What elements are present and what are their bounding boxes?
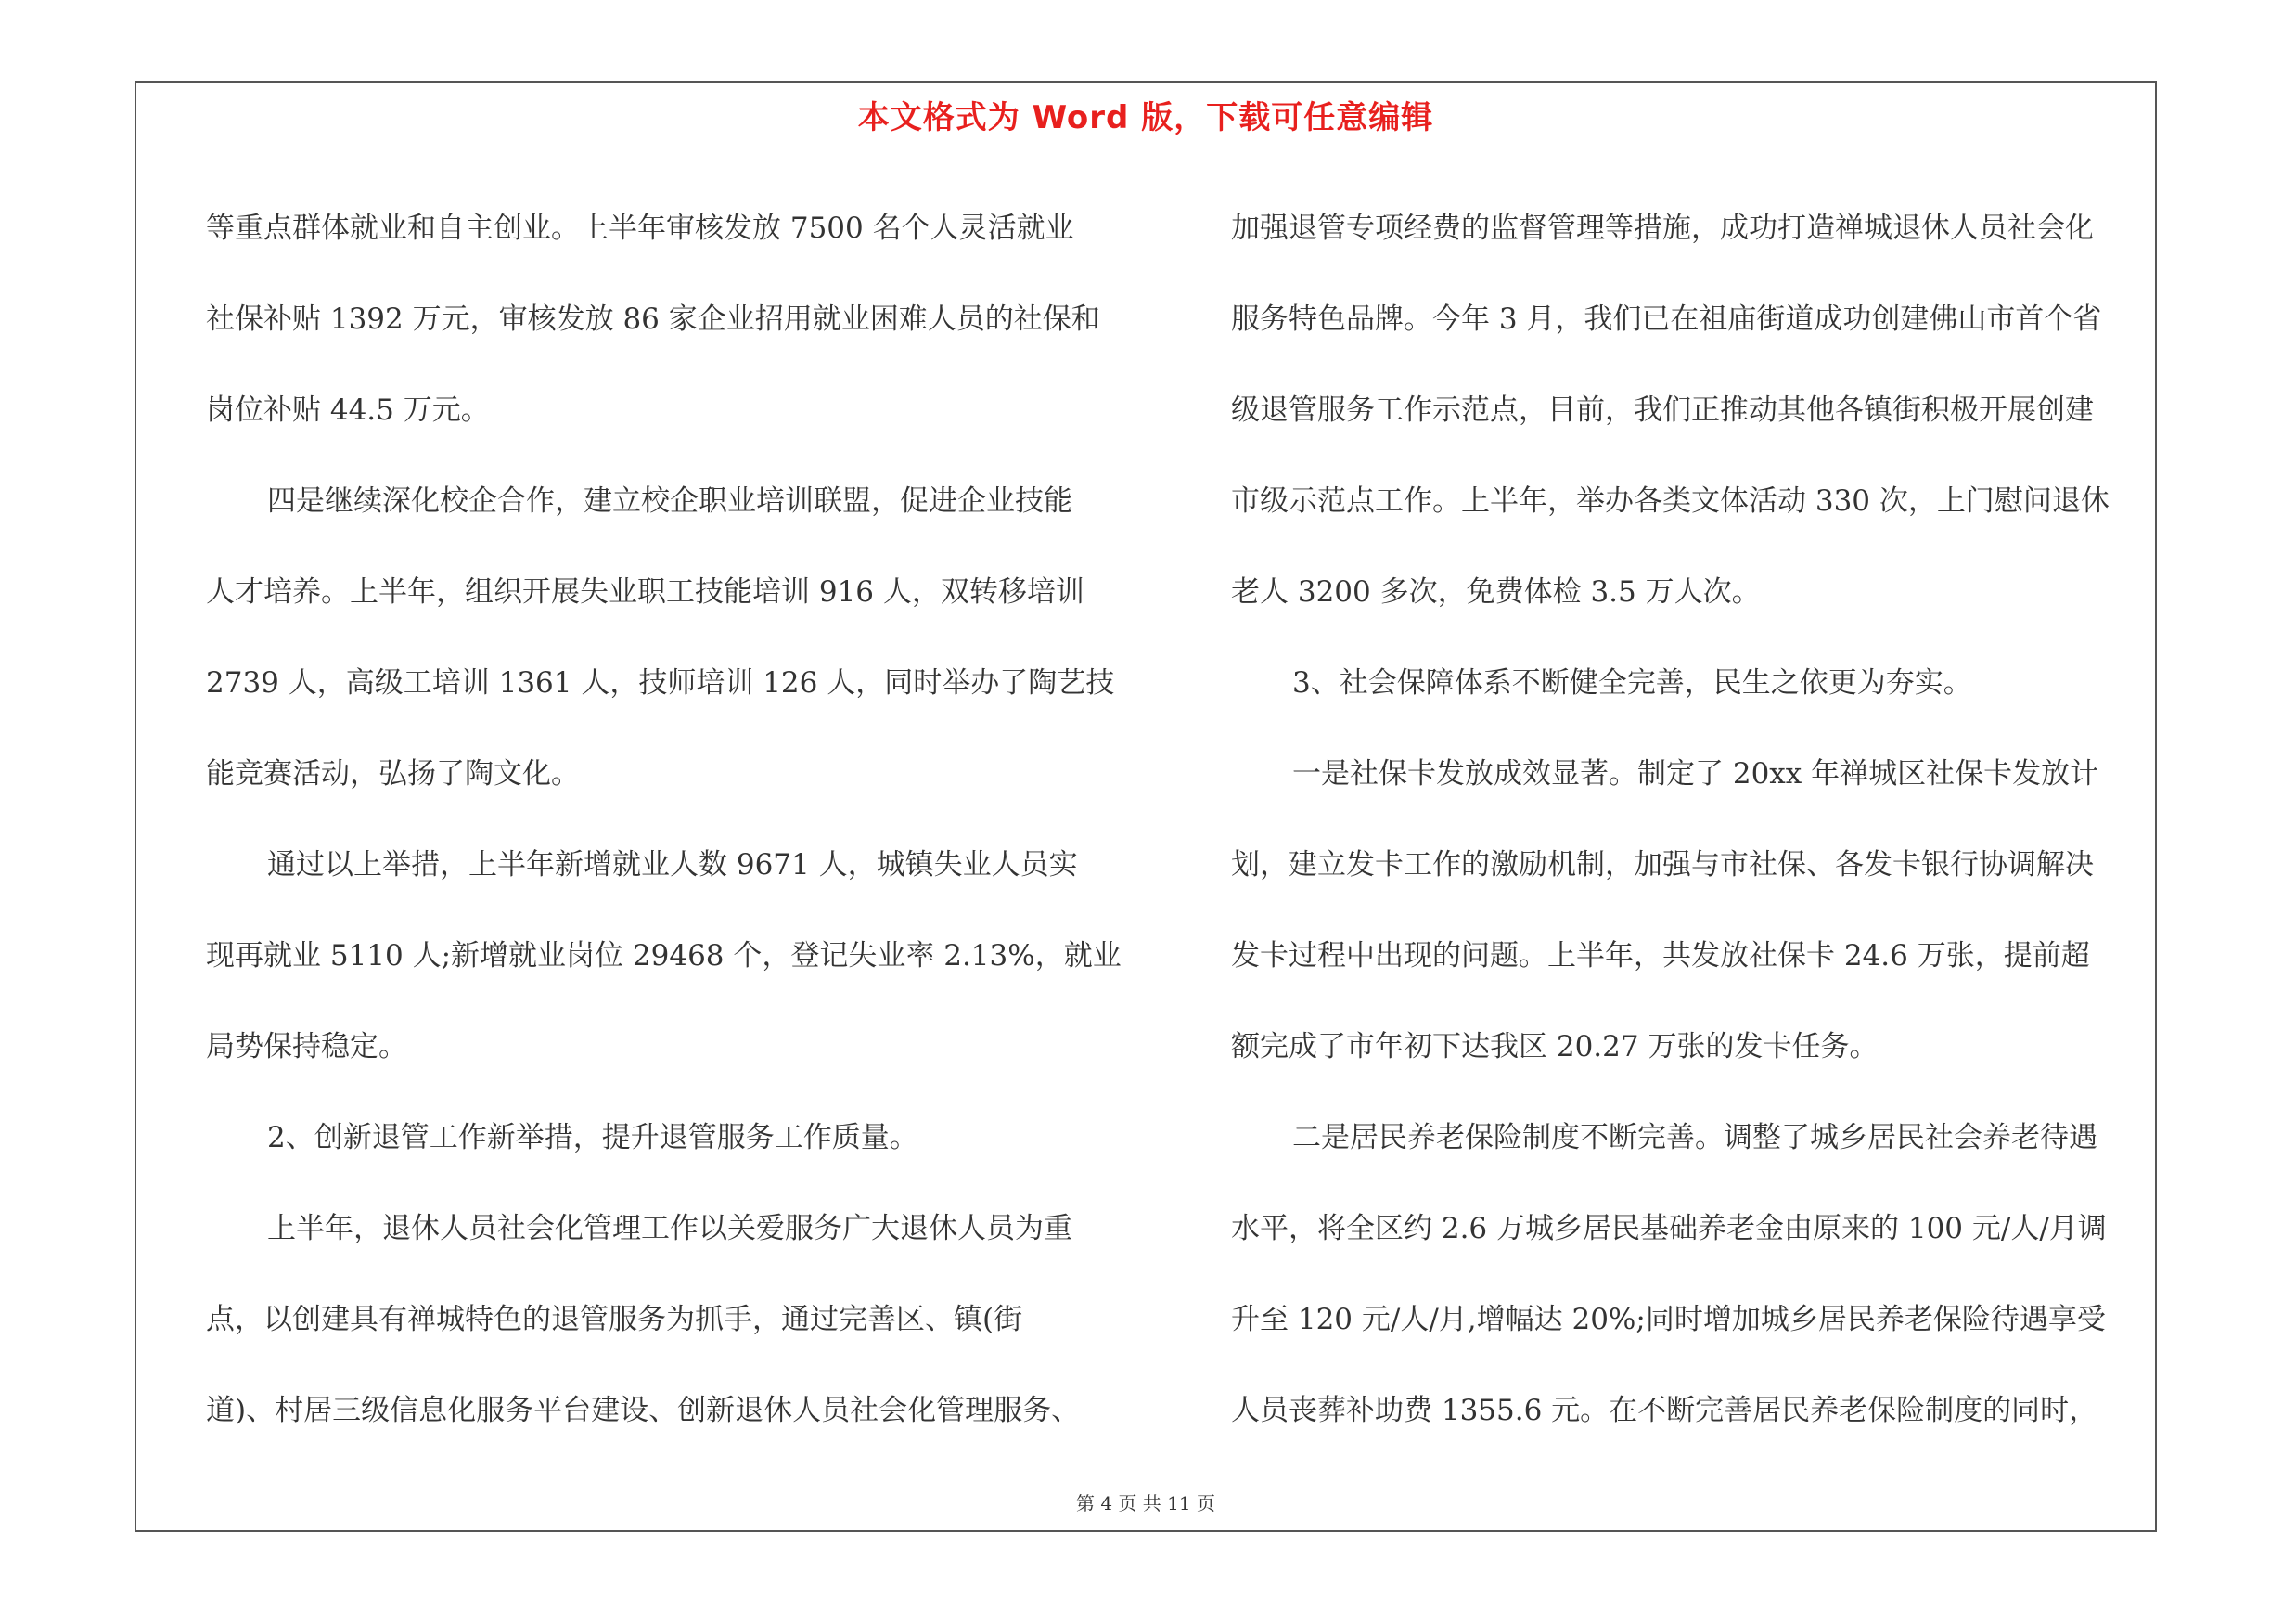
text-line: 岗位补贴 44.5 万元。	[206, 393, 490, 427]
document-page	[135, 81, 2157, 1532]
text-line: 局势保持稳定。	[206, 1030, 407, 1063]
text-line: 社保补贴 1392 万元，审核发放 86 家企业招用就业困难人员的社保和	[206, 303, 1100, 336]
text-line: 老人 3200 多次，免费体检 3.5 万人次。	[1231, 575, 1761, 609]
text-line: 服务特色品牌。今年 3 月，我们已在祖庙街道成功创建佛山市首个省	[1231, 303, 2102, 336]
section-heading-line: 2、创新退管工作新举措，提升退管服务工作质量。	[267, 1121, 918, 1154]
paragraph-start-line: 通过以上举措，上半年新增就业人数 9671 人，城镇失业人员实	[267, 848, 1078, 882]
word-format-banner: 本文格式为 Word 版，下载可任意编辑	[857, 99, 1434, 136]
text-line: 额完成了市年初下达我区 20.27 万张的发卡任务。	[1231, 1030, 1879, 1063]
text-line: 现再就业 5110 人;新增就业岗位 29468 个，登记失业率 2.13%，就业	[206, 939, 1122, 973]
text-line: 能竞赛活动，弘扬了陶文化。	[206, 757, 580, 791]
paragraph-start-line: 上半年，退休人员社会化管理工作以关爱服务广大退休人员为重	[267, 1212, 1072, 1245]
text-line: 道)、村居三级信息化服务平台建设、创新退休人员社会化管理服务、	[206, 1394, 1081, 1427]
text-line: 人才培养。上半年，组织开展失业职工技能培训 916 人，双转移培训	[206, 575, 1084, 609]
text-line: 点，以创建具有禅城特色的退管服务为抓手，通过完善区、镇(街	[206, 1303, 1023, 1336]
paragraph-start-line: 一是社保卡发放成效显著。制定了 20xx 年禅城区社保卡发放计	[1292, 757, 2099, 791]
text-line: 升至 120 元/人/月,增幅达 20%;同时增加城乡居民养老保险待遇享受	[1231, 1303, 2106, 1336]
right-text-column	[1231, 183, 2159, 1456]
text-line: 人员丧葬补助费 1355.6 元。在不断完善居民养老保险制度的同时，	[1231, 1394, 2098, 1427]
text-line: 加强退管专项经费的监督管理等措施，成功打造禅城退休人员社会化	[1231, 212, 2094, 245]
paragraph-start-line: 二是居民养老保险制度不断完善。调整了城乡居民社会养老待遇	[1292, 1121, 2097, 1154]
section-heading-line: 3、社会保障体系不断健全完善，民生之依更为夯实。	[1292, 666, 1972, 700]
text-line: 水平，将全区约 2.6 万城乡居民基础养老金由原来的 100 元/人/月调	[1231, 1212, 2107, 1245]
text-line: 2739 人，高级工培训 1361 人，技师培训 126 人，同时举办了陶艺技	[206, 666, 1115, 700]
paragraph-start-line: 四是继续深化校企合作，建立校企职业培训联盟，促进企业技能	[267, 484, 1072, 518]
text-line: 发卡过程中出现的问题。上半年，共发放社保卡 24.6 万张，提前超	[1231, 939, 2090, 973]
page-number-footer: 第 4 页 共 11 页	[1076, 1492, 1215, 1514]
text-line: 市级示范点工作。上半年，举办各类文体活动 330 次，上门慰问退休	[1231, 484, 2110, 518]
text-line: 等重点群体就业和自主创业。上半年审核发放 7500 名个人灵活就业	[206, 212, 1074, 245]
left-text-column	[206, 183, 1148, 1456]
text-line: 划，建立发卡工作的激励机制，加强与市社保、各发卡银行协调解决	[1231, 848, 2094, 882]
text-line: 级退管服务工作示范点，目前，我们正推动其他各镇街积极开展创建	[1231, 393, 2094, 427]
